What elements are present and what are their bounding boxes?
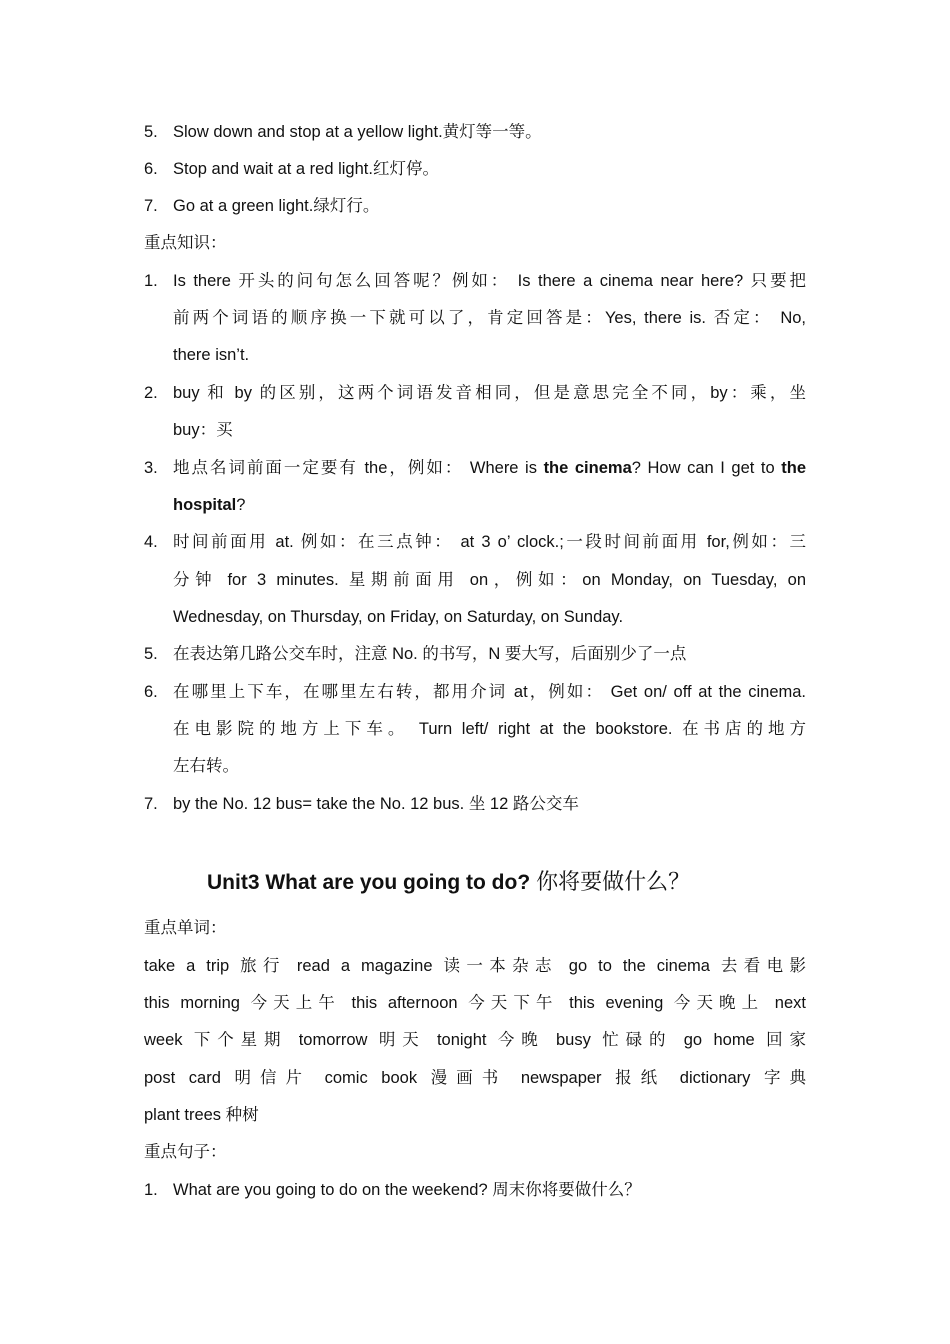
text-run: ? How can I get to [631,459,782,477]
word-line: post card 明信片 comic book 漫画书 newspaper 报纸 dictionary 字典 [144,1069,806,1087]
list-number: 1. [144,1181,158,1199]
list-item-continuation [144,562,806,599]
list-item-continuation [144,711,806,748]
list-text [173,450,806,487]
list-item [144,674,806,711]
list-number: 7. [144,795,158,813]
list-number: 7. [144,197,158,215]
list-number: 6. [144,160,158,178]
list-number: 3. [144,459,158,477]
list-item [144,786,806,823]
list-text: 左右转。 [173,757,239,775]
list-text: 在哪里上下车，在哪里左右转，都用介词 at，例如： Get on/ off at the cinema. [173,683,806,701]
list-text: there isn’t. [173,346,250,364]
rule-item [144,188,806,225]
list-text: by the No. 12 bus= take the No. 12 bus. 坐 12 路公交车 [173,795,579,813]
sentences-heading: 重点句子： [144,1143,227,1161]
words-heading: 重点单词： [144,919,227,937]
word-line: plant trees 种树 [144,1106,259,1124]
list-number: 1. [144,272,158,290]
list-item-continuation [144,748,806,785]
word-line: week 下个星期 tomorrow 明天 tonight 今晚 busy 忙碌的 go home 回家 [144,1031,806,1049]
word-line: this morning 今天上午 this afternoon 今天下午 this evening 今天晚上 next [144,994,806,1012]
list-number: 4. [144,533,158,551]
list-text: Wednesday, on Thursday, on Friday, on Saturday, on Sunday. [173,608,624,626]
list-item [144,636,806,673]
unit-title [207,862,690,902]
list-item [144,375,806,412]
list-text: Slow down and stop at a yellow light.黄灯等一等。 [173,123,542,141]
list-item-continuation [144,412,806,449]
list-text: Stop and wait at a red light.红灯停。 [173,160,439,178]
list-text: 时间前面用 at. 例如：在三点钟： at 3 o’ clock.;一段时间前面用 for,例如：三 [173,533,806,551]
unit-title-cn: 你将要做什么？ [536,869,691,894]
list-number: 2. [144,384,158,402]
bold-text: hospital [173,496,237,514]
list-item [144,263,806,300]
list-text: 前两个词语的顺序换一下就可以了，肯定回答是：Yes, there is. 否定： No, [173,309,806,327]
list-number: 6. [144,683,158,701]
list-text: buy：买 [173,421,233,439]
list-text: 分钟 for 3 minutes. 星期前面用 on，例如：on Monday, on Tuesday, on [173,571,806,589]
list-text: Is there 开头的问句怎么回答呢？例如： Is there a cinema near here? 只要把 [173,272,806,290]
rule-item [144,151,806,188]
list-item [144,450,806,487]
unit-title-en: Unit3 What are you going to do? [207,871,531,894]
list-number: 5. [144,645,158,663]
text-run: 地点名词前面一定要有 the，例如： Where is [173,459,544,477]
list-item-continuation [144,337,806,374]
list-text: Go at a green light.绿灯行。 [173,197,380,215]
list-item [144,524,806,561]
list-text: 在电影院的地方上下车。 Turn left/ right at the bookstore. 在书店的地方 [173,720,806,738]
word-line: take a trip 旅行 read a magazine 读一本杂志 go to the cinema 去看电影 [144,957,806,975]
bold-text: the [781,459,806,477]
sentence-item [144,1172,806,1209]
list-item-continuation [144,300,806,337]
list-item-continuation [144,599,806,636]
bold-text: the cinema [543,459,632,477]
list-text [173,487,806,524]
list-text: buy 和 by 的区别，这两个词语发音相同，但是意思完全不同，by：乘，坐 [173,384,806,402]
text-run: ? [236,496,246,514]
list-text: 在表达第几路公交车时，注意 No. 的书写，N 要大写，后面别少了一点 [173,645,687,663]
rule-item [144,114,806,151]
list-item-continuation [144,487,806,524]
list-text: What are you going to do on the weekend? 周末你将要做什么？ [173,1181,641,1199]
key-knowledge-heading: 重点知识： [144,234,227,252]
list-number: 5. [144,123,158,141]
